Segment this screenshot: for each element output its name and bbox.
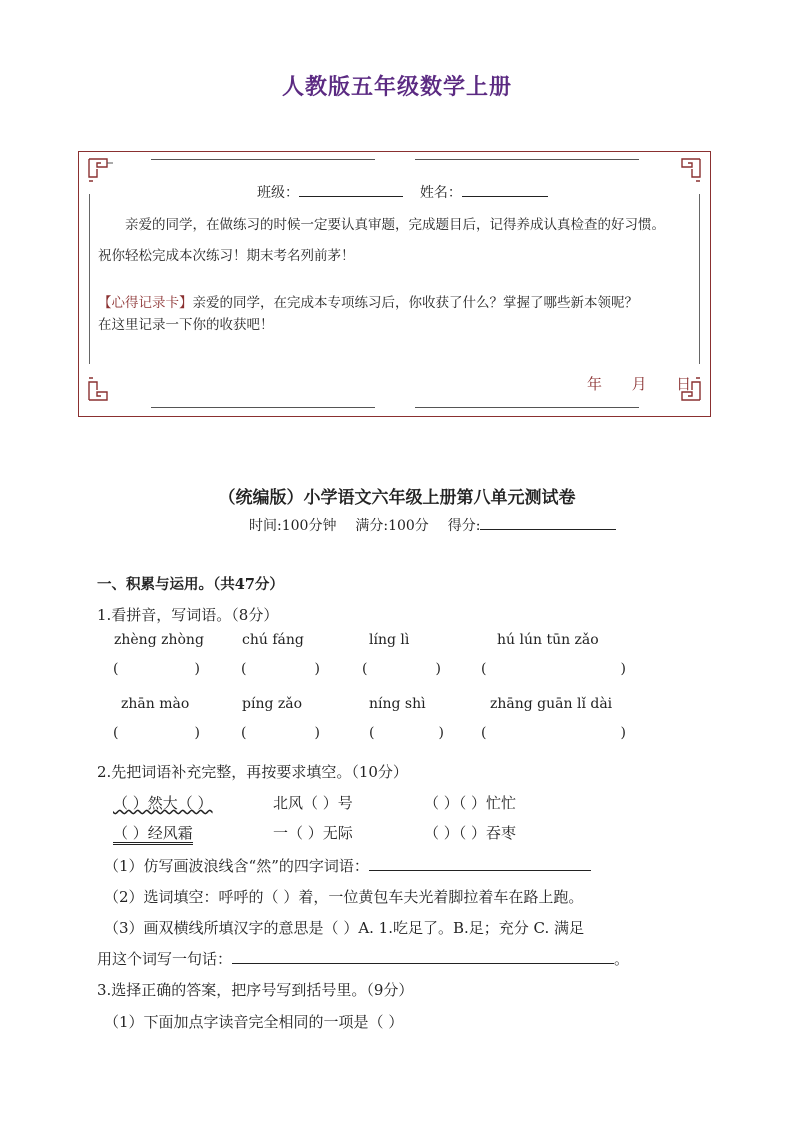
answer-blank[interactable]: ( ) (113, 725, 200, 741)
idiom-6[interactable]: （ ）（ ）吞枣 (424, 824, 517, 842)
page-title: 人教版五年级数学上册 (281, 74, 512, 100)
idiom-1[interactable]: （ ）然大（ ） (113, 794, 213, 812)
pinyin-1: zhèng zhòng (114, 632, 204, 648)
divider (415, 407, 639, 408)
pinyin-2: chú fáng (242, 632, 304, 648)
pinyin-8: zhāng guān lǐ dài (490, 696, 613, 712)
wish-text: 祝你轻松完成本次练习！期末考名列前茅！ (98, 248, 355, 264)
divider (89, 194, 90, 364)
answer-blank[interactable]: ( ) (362, 661, 441, 677)
pinyin-3: líng lì (369, 632, 410, 648)
score-field[interactable] (480, 515, 616, 530)
answer-blank[interactable]: ( ) (113, 661, 200, 677)
question-3-label: 3.选择正确的答案，把序号写到括号里。（9分） (97, 981, 414, 999)
answer-blank[interactable]: ( ) (481, 661, 626, 677)
answer-blank[interactable]: ( ) (241, 661, 320, 677)
exam-title: （统编版）小学语文六年级上册第八单元测试卷 (218, 488, 576, 508)
date-day: 日 (676, 375, 694, 393)
corner-ornament-icon (676, 157, 702, 183)
sub-question-1 (104, 855, 591, 876)
question-2-label: 2.先把词语补充完整，再按要求填空。（10分） (97, 763, 408, 781)
sub-question-4 (97, 948, 629, 969)
record-title: 【心得记录卡】 (98, 295, 193, 311)
exam-score-label: 得分: (447, 518, 481, 534)
pinyin-7: níng shì (369, 696, 426, 712)
answer-blank[interactable]: ( ) (369, 725, 444, 741)
idiom-3[interactable]: （ ）（ ）忙忙 (424, 794, 517, 812)
name-label: 姓名： (419, 185, 462, 201)
sub-question-1-text: （1）仿写画波浪线含“然”的四字词语： (104, 857, 369, 875)
corner-ornament-icon (87, 157, 113, 183)
record-text-2: 在这里记录一下你的收获吧！ (98, 317, 274, 333)
sub-question-q3-1: （1）下面加点字读音完全相同的一项是（ ） (104, 1013, 404, 1031)
date-line (587, 373, 693, 394)
divider (415, 159, 639, 160)
exam-info (249, 515, 616, 535)
answer-blank[interactable]: ( ) (481, 725, 626, 741)
class-name-row (257, 182, 548, 202)
pinyin-5: zhān mào (121, 696, 190, 712)
date-year: 年 (587, 375, 605, 393)
date-month: 月 (631, 375, 649, 393)
idiom-2[interactable]: 北风（ ）号 (273, 794, 353, 812)
class-label: 班级： (257, 185, 299, 201)
period: 。 (614, 950, 630, 968)
class-field[interactable] (299, 182, 403, 197)
name-field[interactable] (462, 182, 548, 197)
answer-line[interactable] (232, 949, 614, 964)
divider (699, 194, 700, 364)
record-line (98, 291, 638, 311)
sub-question-2: （2）选词填空：呼呼的（ ）着，一位黄包车夫光着脚拉着车在路上跑。 (104, 888, 584, 906)
pinyin-4: hú lún tūn zǎo (497, 632, 599, 648)
divider (151, 159, 375, 160)
record-text: 亲爱的同学，在完成本专项练习后，你收获了什么？掌握了哪些新本领呢？ (192, 295, 638, 311)
exam-full-score: 满分:100分 (355, 518, 429, 534)
idiom-4[interactable]: （ ）经风霜 (113, 822, 193, 843)
note-card (78, 151, 711, 417)
sub-question-3: （3）画双横线所填汉字的意思是（ ）A. 1.吃足了。B.足；充分 C. 满足 (104, 919, 585, 937)
corner-ornament-icon (87, 376, 113, 402)
answer-blank[interactable]: ( ) (241, 725, 320, 741)
divider (151, 407, 375, 408)
exam-time: 时间:100分钟 (249, 518, 337, 534)
answer-line[interactable] (369, 856, 591, 871)
section-heading: 一、积累与运用。（共47分） (97, 576, 284, 593)
greeting-text: 亲爱的同学，在做练习的时候一定要认真审题，完成题目后，记得养成认真检查的好习惯。 (125, 217, 665, 233)
sub-question-4-text: 用这个词写一句话： (97, 950, 233, 968)
idiom-5[interactable]: 一（ ）无际 (273, 824, 353, 842)
question-1-label: 1.看拼音，写词语。（8分） (97, 606, 279, 624)
pinyin-6: píng zǎo (242, 696, 303, 712)
